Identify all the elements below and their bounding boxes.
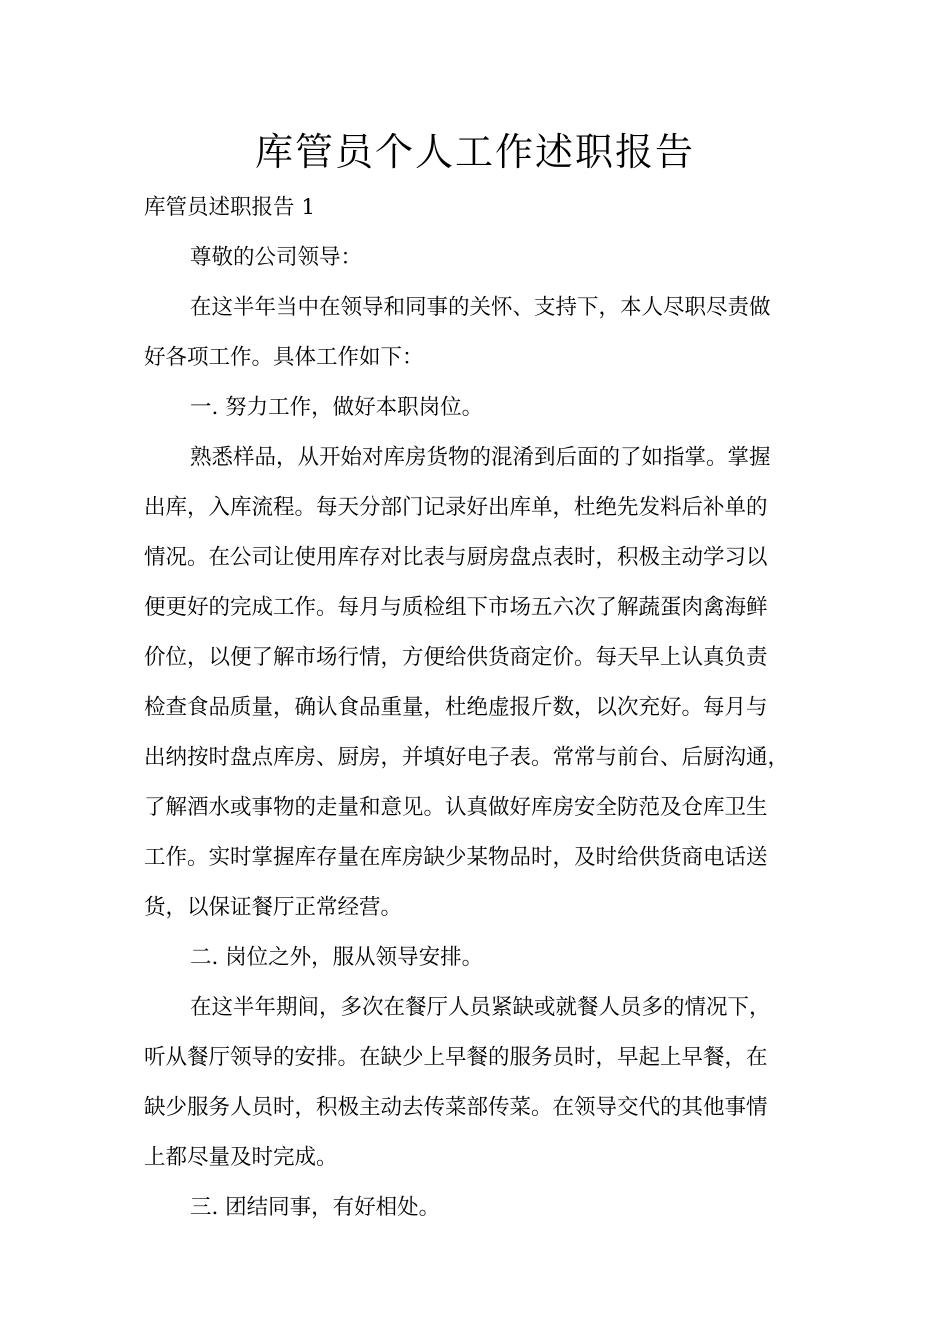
body-line: 二. 岗位之外，服从领导安排。 (190, 945, 484, 970)
body-line: 检查食品质量，确认食品重量，杜绝虚报斤数，以次充好。每月与 (144, 695, 768, 720)
body-line: 库管员述职报告 1 (144, 195, 316, 220)
body-line: 上都尽量及时完成。 (144, 1145, 338, 1170)
body-line: 一. 努力工作，做好本职岗位。 (190, 395, 484, 420)
body-line: 出纳按时盘点库房、厨房，并填好电子表。常常与前台、后厨沟通， (144, 745, 790, 770)
body-line: 工作。实时掌握库存量在库房缺少某物品时，及时给供货商电话送 (144, 845, 768, 870)
body-line: 情况。在公司让使用库存对比表与厨房盘点表时，积极主动学习以 (144, 545, 768, 570)
document-body (144, 183, 824, 1233)
body-line: 在这半年当中在领导和同事的关怀、支持下，本人尽职尽责做 (190, 295, 771, 320)
body-line: 三. 团结同事，有好相处。 (190, 1195, 441, 1220)
body-line: 便更好的完成工作。每月与质检组下市场五六次了解蔬蛋肉禽海鲜 (144, 595, 768, 620)
body-line: 尊敬的公司领导： (190, 245, 363, 270)
body-line: 熟悉样品，从开始对库房货物的混淆到后面的了如指掌。掌握 (190, 445, 771, 470)
body-line: 价位，以便了解市场行情，方便给供货商定价。每天早上认真负责 (144, 645, 768, 670)
body-line: 了解酒水或事物的走量和意见。认真做好库房安全防范及仓库卫生 (144, 795, 768, 820)
body-line: 听从餐厅领导的安排。在缺少上早餐的服务员时，早起上早餐，在 (144, 1045, 768, 1070)
body-line: 在这半年期间，多次在餐厅人员紧缺或就餐人员多的情况下， (190, 995, 771, 1020)
body-line: 货，以保证餐厅正常经营。 (144, 895, 403, 920)
body-line: 缺少服务人员时，积极主动去传菜部传菜。在领导交代的其他事情 (144, 1095, 768, 1120)
body-line: 出库，入库流程。每天分部门记录好出库单，杜绝先发料后补单的 (144, 495, 768, 520)
body-line: 好各项工作。具体工作如下： (144, 345, 424, 370)
document-title: 库管员个人工作述职报告 (254, 130, 695, 174)
